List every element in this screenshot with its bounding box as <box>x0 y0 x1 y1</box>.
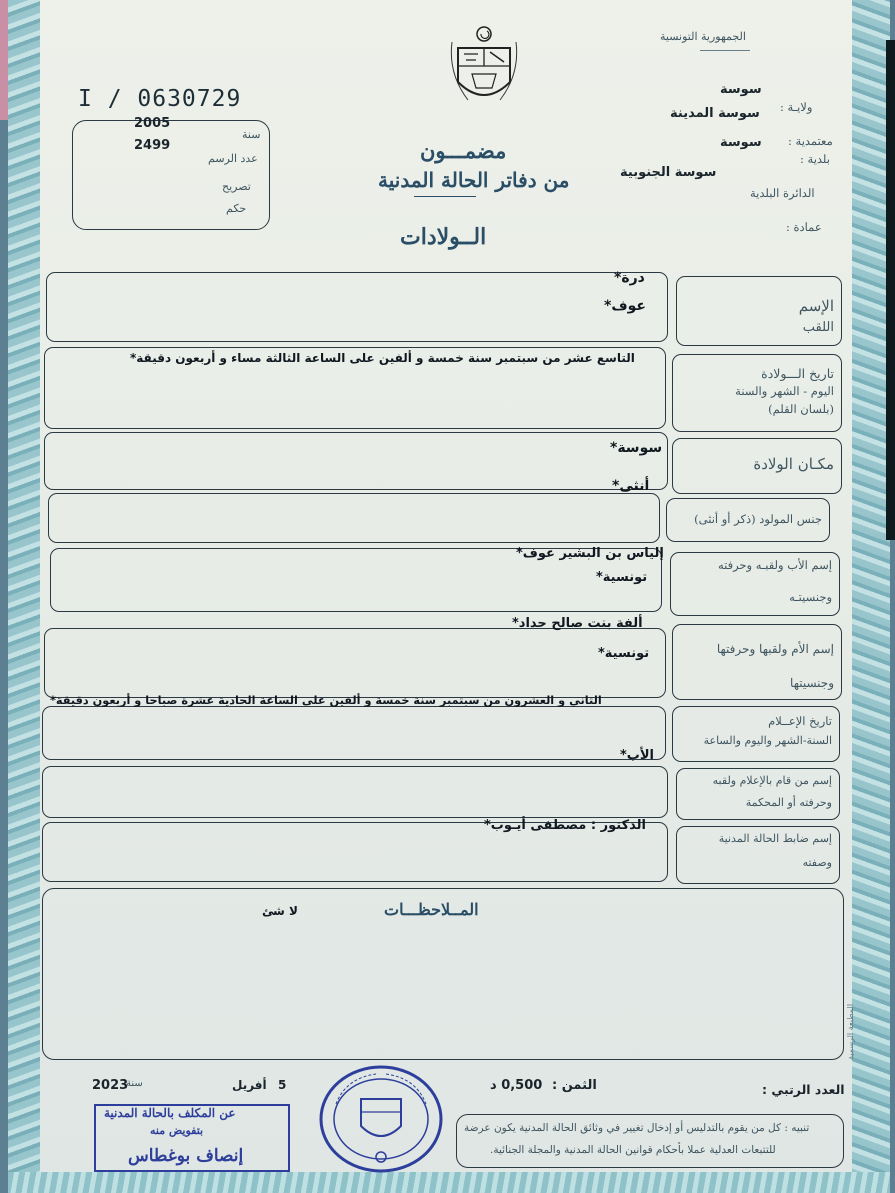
label-sex: جنس المولود (ذكر أو أنثى) <box>694 512 822 526</box>
municipality-seal-icon <box>316 1064 446 1174</box>
daira-value: سوسة الجنوبية <box>620 165 717 180</box>
value-birth-place: سوسة* <box>610 440 663 456</box>
date-day: 5 <box>278 1078 287 1092</box>
label-last-name: اللقب <box>802 320 834 335</box>
label-officer: إسم ضابط الحالة المدنية <box>718 832 832 845</box>
date-year: 2023 <box>92 1078 129 1093</box>
mutamadiya-label: معتمدية : <box>788 134 833 148</box>
label-birth-place: مكـان الولادة <box>753 455 834 473</box>
label-birth-date-words: (بلسان القلم) <box>768 402 834 416</box>
field-value-box-mother <box>44 628 666 698</box>
serial-label: العدد الرتبي : <box>762 1082 845 1097</box>
date-year-suffix: سنة <box>126 1078 143 1089</box>
section-title: الــولادات <box>400 224 487 250</box>
daira-label: الدائرة البلدية <box>750 186 815 200</box>
label-mother-nationality: وجنسيتها <box>790 676 834 690</box>
label-birth-date: تاريخ الـــولادة <box>761 366 834 381</box>
label-declarant-detail: وحرفته أو المحكمة <box>745 796 832 809</box>
stamp-line2: بتفويض منه <box>150 1124 204 1137</box>
title-underline <box>414 196 476 197</box>
stamp-line1: عن المكلف بالحالة المدنية <box>104 1106 236 1120</box>
value-declaration-date: الثاني و العشرون من سبتمبر سنة خمسة و ألفين على الساعة الحادية عشرة صباحا و أربعون دقيقة* <box>50 694 602 707</box>
label-birth-date-detail: اليوم - الشهر والسنة <box>735 384 834 398</box>
decorative-border-bottom <box>8 1172 890 1193</box>
value-last-name: عوف* <box>604 298 646 314</box>
value-father-nationality: تونسية* <box>596 570 648 585</box>
value-mother-name: ألفة بنت صالح حداد* <box>512 616 643 631</box>
title-line2: من دفاتر الحالة المدنية <box>378 168 570 192</box>
value-declarant: الأب* <box>620 748 654 763</box>
side-print-label: المطبعة الرسمية <box>846 1003 855 1060</box>
stamp-name: إنصاف بوغطاس <box>128 1146 244 1166</box>
field-value-box-birth-place <box>44 432 668 490</box>
serial-number: I / 0630729 <box>78 86 242 112</box>
value-first-name: درة* <box>614 270 645 286</box>
decorative-border-left <box>8 0 40 1193</box>
field-value-box-sex <box>48 493 660 543</box>
wilaya-value: سوسة <box>720 82 762 97</box>
price-value: 0,500 د <box>490 1078 543 1093</box>
field-value-box-declarant <box>42 766 668 818</box>
record-year-label: سنة <box>242 128 261 141</box>
label-father-nationality: وجنسيتـه <box>789 590 832 604</box>
title-line1: مضمـــون <box>420 138 507 163</box>
remarks-value: لا شئ <box>262 904 298 918</box>
background-edge <box>0 0 8 120</box>
label-declaration-date-detail: السنة-الشهر واليوم والساعة <box>703 734 832 747</box>
omada-label: عمادة : <box>786 220 822 234</box>
label-officer-title: وصفته <box>802 856 832 869</box>
value-father-name: إلياس بن البشير عوف* <box>516 546 664 561</box>
field-value-box-name <box>46 272 668 342</box>
republic-label: الجمهورية التونسية <box>660 30 746 43</box>
label-father: إسم الأب ولقبـه وحرفته <box>717 558 832 572</box>
field-value-box-declaration-date <box>42 706 666 760</box>
notice-line1: تنبيه : كل من يقوم بالتدليس أو إدخال تغيير في وثائق الحالة المدنية يكون عرضة <box>464 1122 810 1134</box>
declaration-label: تصريح <box>222 180 251 193</box>
baladiya-label: بلدية : <box>800 152 830 166</box>
price-label: الثمن : <box>552 1078 597 1093</box>
label-declarant: إسم من قام بالإعلام ولقبه <box>712 774 832 787</box>
record-number-value: 2499 <box>134 138 171 153</box>
wilaya-label: ولايـة : <box>780 100 813 114</box>
background-edge-right <box>886 40 895 540</box>
value-mother-nationality: تونسية* <box>598 646 650 661</box>
remarks-title: المــلاحظـــات <box>384 900 479 919</box>
coat-of-arms-icon <box>448 24 520 112</box>
value-birth-date: التاسع عشر من سبتمبر سنة خمسة و ألفين على الساعة الثالثة مساء و أربعون دقيقة* <box>130 351 635 365</box>
label-mother: إسم الأم ولقبها وحرفتها <box>716 642 834 656</box>
record-year-value: 2005 <box>134 116 171 131</box>
divider <box>700 50 750 51</box>
judgment-label: حكم <box>226 202 247 215</box>
value-officer: الدكتور : مصطفى أيـوب* <box>484 818 646 833</box>
label-declaration-date: تاريخ الإعــلام <box>768 714 832 728</box>
record-number-label: عدد الرسم <box>208 152 258 165</box>
date-month: أفريل <box>232 1078 267 1092</box>
baladiya-value: سوسة <box>720 135 762 150</box>
notice-line2: للتتبعات العدلية عملا بأحكام قوانين الحالة المدنية والمجلة الجنائية. <box>490 1144 776 1156</box>
mutamadiya-value: سوسة المدينة <box>670 106 760 121</box>
value-sex: أنثى* <box>612 478 650 494</box>
label-first-name: الإسم <box>798 297 834 315</box>
